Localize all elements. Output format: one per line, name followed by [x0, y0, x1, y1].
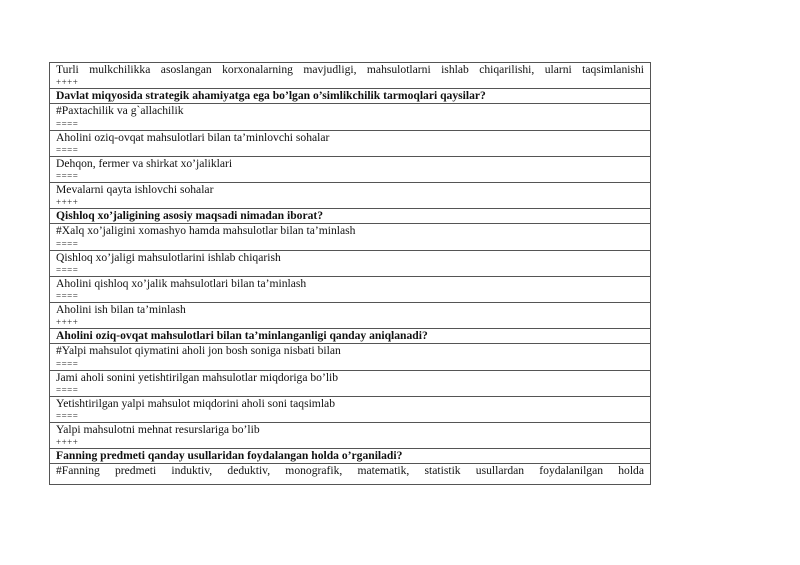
separator-mark: ++++	[56, 437, 79, 448]
answer-cell	[50, 130, 651, 156]
answer-text: Yalpi mahsulotni mehnat resurslariga bo’lib	[56, 423, 260, 437]
answer-text: Aholini qishloq xo’jalik mahsulotlari bilan ta’minlash	[56, 276, 307, 290]
question-row	[50, 209, 651, 224]
answer-cell	[50, 224, 651, 250]
answer-row	[50, 130, 651, 156]
answer-text: Mevalarni qayta ishlovchi sohalar	[56, 183, 214, 197]
separator-mark: ====	[56, 144, 79, 155]
answer-cell	[50, 104, 651, 130]
answer-row	[50, 464, 651, 485]
answer-row	[50, 156, 651, 182]
answer-row	[50, 63, 651, 89]
separator-mark: ++++	[56, 197, 79, 208]
answer-row	[50, 344, 651, 370]
answer-cell	[50, 156, 651, 182]
answer-row	[50, 250, 651, 276]
answer-text: Aholini oziq-ovqat mahsulotlari bilan ta’minlovchi sohalar	[56, 130, 330, 144]
question-cell: Aholini oziq-ovqat mahsulotlari bilan ta’minlanganligi qanday aniqlanadi?	[50, 329, 651, 344]
question-cell: Fanning predmeti qanday usullaridan foydalangan holda o’rganiladi?	[50, 449, 651, 464]
answer-text: #Xalq xo’jaligini xomashyo hamda mahsulotlar bilan ta’minlash	[56, 224, 356, 238]
question-cell: Qishloq xo’jaligining asosiy maqsadi nimadan iborat?	[50, 209, 651, 224]
separator-mark: ====	[56, 358, 79, 369]
answer-row	[50, 370, 651, 396]
answer-cell	[50, 396, 651, 422]
answer-text: Yetishtirilgan yalpi mahsulot miqdorini aholi soni taqsimlab	[56, 396, 335, 410]
answer-text: Jami aholi sonini yetishtirilgan mahsulotlar miqdoriga bo’lib	[56, 370, 339, 384]
separator-mark: ====	[56, 264, 79, 275]
separator-mark: ====	[56, 238, 79, 249]
answer-text: Turli mulkchilikka asoslangan korxonalarning mavjudligi, mahsulotlarni ishlab chiqarilishi, ularni taqsimlanishi	[56, 63, 644, 76]
question-cell: Davlat miqyosida strategik ahamiyatga ega bo’lgan o’simlikchilik tarmoqlari qaysilar?	[50, 89, 651, 104]
answer-cell	[50, 423, 651, 449]
answer-cell	[50, 183, 651, 209]
answer-cell	[50, 303, 651, 329]
answer-row	[50, 183, 651, 209]
separator-mark: ====	[56, 411, 79, 422]
answer-cell: #Fanning predmeti induktiv, deduktiv, monografik, matematik, statistik usullardan foydalanilgan holda	[50, 464, 651, 485]
answer-cell	[50, 250, 651, 276]
separator-mark: ====	[56, 384, 79, 395]
answer-cell	[50, 63, 651, 89]
answer-row	[50, 303, 651, 329]
separator-mark: ====	[56, 171, 79, 182]
answer-cell	[50, 276, 651, 302]
answer-text: Dehqon, fermer va shirkat xo’jaliklari	[56, 156, 233, 170]
separator-mark: ++++	[56, 77, 79, 88]
question-row	[50, 449, 651, 464]
answer-cell	[50, 370, 651, 396]
answer-text: Aholini ish bilan ta’minlash	[56, 303, 186, 317]
answer-row	[50, 104, 651, 130]
answer-row	[50, 224, 651, 250]
answer-text: #Paxtachilik va g`allachilik	[56, 104, 184, 118]
separator-mark: ====	[56, 118, 79, 129]
separator-mark: ====	[56, 291, 79, 302]
answer-row	[50, 396, 651, 422]
answer-row	[50, 276, 651, 302]
test-questions-table	[49, 62, 651, 485]
question-row	[50, 329, 651, 344]
separator-mark: ++++	[56, 317, 79, 328]
answer-text: #Yalpi mahsulot qiymatini aholi jon bosh soniga nisbati bilan	[56, 344, 341, 358]
answer-text: Qishloq xo’jaligi mahsulotlarini ishlab chiqarish	[56, 250, 281, 264]
question-row	[50, 89, 651, 104]
answer-row	[50, 423, 651, 449]
answer-cell	[50, 344, 651, 370]
